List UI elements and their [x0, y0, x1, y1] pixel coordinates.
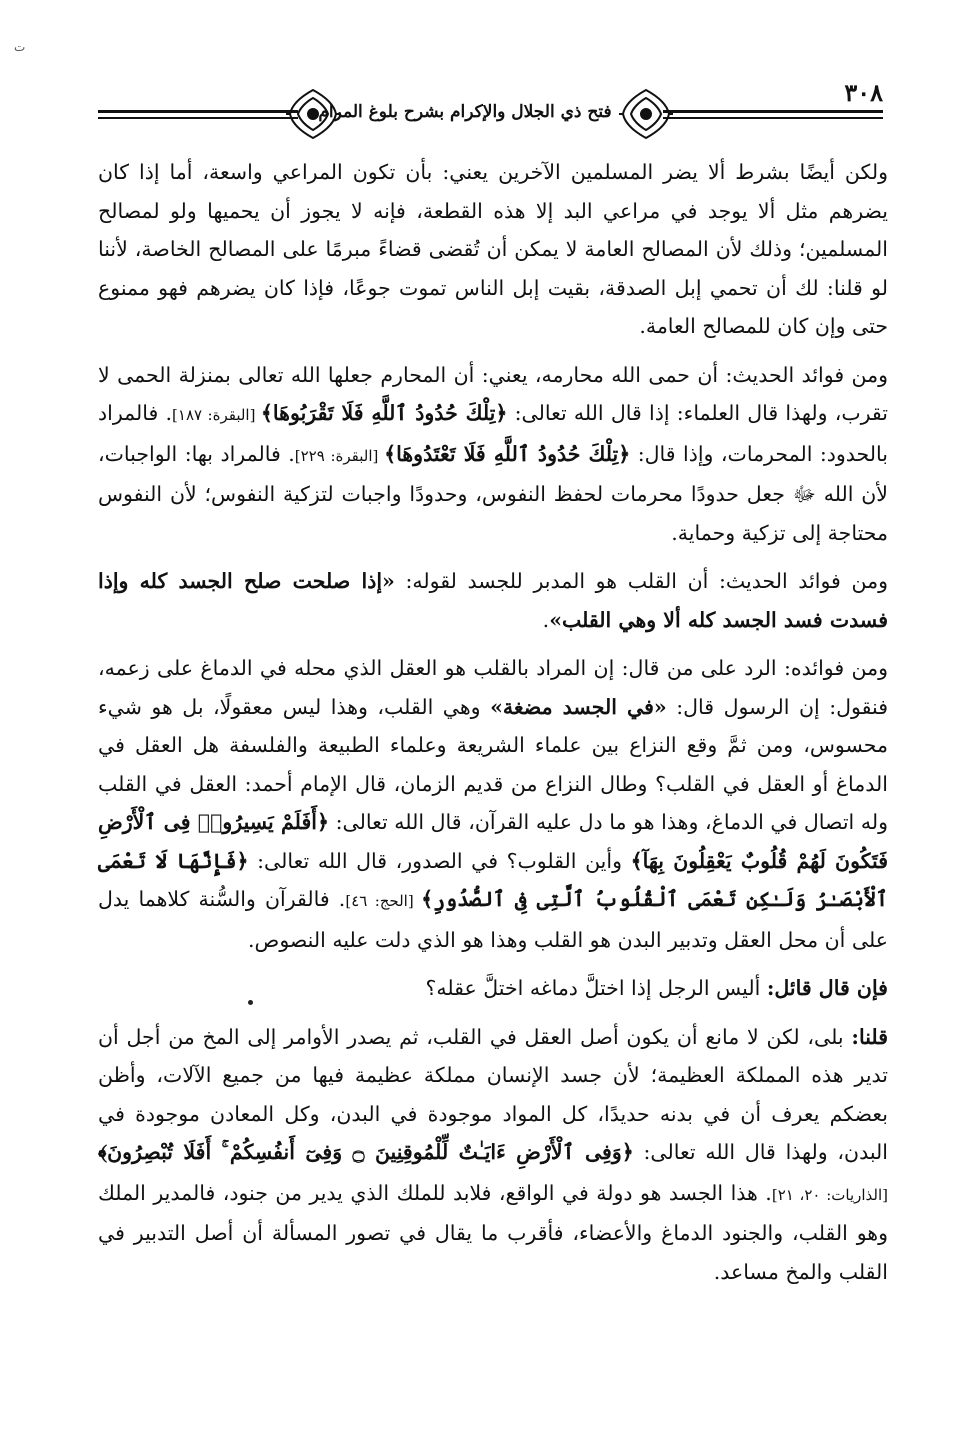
paragraph-text: ولكن أيضًا بشرط ألا يضر المسلمين الآخرين يعني: بأن تكون المراعي واسعة، أما إذا كان يضرهم مثل ألا يوجد في مراعي البد إلا هذه القطعة، فإنه لا يجوز أن يحميها ولو لمصالح المسلمين؛ وذلك لأن المصالح العامة لا يمكن أن تُقضى قضاءً مبرمًا على المصالح الخاصة، لأننا لو قلنا: لك أن تحمي إبل الصدقة، بقيت إبل الناس تموت جوعًا، فإذا كان يضرهم فهو ممنوع حتى وإن كان للمصالح العامة. — [98, 160, 888, 338]
print-speck — [248, 1000, 253, 1005]
paragraph — [98, 153, 888, 346]
quran-verse: ﴿أَفَلَمْ يَسِيرُوا۟ فِى ٱلْأَرْضِ فَتَكُونَ لَهُمْ قُلُوبٌ يَعْقِلُونَ بِهَآ﴾ — [98, 810, 889, 873]
paragraph-text: . فالقرآن والسُّنة كلاهما يدل على أن محل العقل وتدبير البدن هو القلب وهذا هو الذي دلت عليه النصوص. — [98, 887, 888, 952]
paragraph — [98, 969, 888, 1008]
body-text — [98, 153, 888, 1291]
paragraph-text: وأين القلوب؟ في الصدور، قال الله تعالى: — [248, 848, 631, 873]
page-header — [98, 76, 883, 146]
page-number: ٣٠٨ — [844, 78, 883, 107]
right-ornament-icon — [619, 86, 673, 142]
verse-reference: [الذاريات: ٢٠، ٢١] — [771, 1185, 889, 1204]
highlighted-text: قلنا: — [851, 1024, 888, 1049]
paragraph — [98, 1018, 888, 1292]
paragraph-text: . فالمراد بالحدود: المحرمات، وإذا قال: — [98, 401, 888, 466]
paragraph-text: ومن فوائد الحديث: أن حمى الله محارمه، يعني: أن المحارم جعلها الله تعالى بمنزلة الحمى لا تقرب، ولهذا قال العلماء: إذا قال الله تعالى: — [98, 362, 889, 425]
header-rule-left-thin — [98, 117, 298, 119]
paragraph-text: . فالمراد بها: الواجبات، لأن الله ﷻ جعل حدودًا محرمات لحفظ النفوس، وحدودًا واجبات لتزكية النفوس؛ لأن النفوس محتاجة إلى تزكية وحماية. — [98, 441, 888, 545]
header-rule-left — [98, 110, 298, 113]
book-title: فتح ذي الجلال والإكرام بشرح بلوغ المرام — [318, 102, 612, 122]
highlighted-text: «في الجسد مضغة» — [490, 694, 667, 719]
paragraph — [98, 562, 888, 639]
verse-reference: [البقرة: ٢٢٩] — [294, 446, 385, 465]
paragraph-text: . — [542, 607, 550, 632]
paragraph-text: ومن فوائد الحديث: أن القلب هو المدبر للجسد لقوله: — [394, 569, 888, 593]
corner-mark: ت — [14, 40, 26, 54]
quran-verse: ﴿فَإِنَّهَا لَا تَعْمَى ٱلْأَبْصَـٰرُ وَلَـٰكِن تَعْمَى ٱلْقُلُوبُ ٱلَّتِى فِى ٱلصُّدُورِ﴾ — [98, 848, 888, 911]
highlighted-text: فإن قال قائل: — [766, 976, 888, 1000]
header-rule-right-thin — [663, 117, 883, 119]
verse-reference: [الحج: ٤٦] — [345, 892, 422, 910]
paragraph-text: بلى، لكن لا مانع أن يكون أصل العقل في القلب، ثم يصدر الأوامر إلى المخ من أجل أن تدير هذه المملكة العظيمة؛ لأن جسد الإنسان مملكة عظيمة فيها من جميع الآلات، وأظن بعضكم يعرف أن في بدنه حديدًا، كل المواد موجودة في البدن، وكل المعادن موجودة في البدن، ولهذا قال الله تعالى: — [98, 1024, 888, 1164]
paragraph — [98, 356, 888, 553]
verse-reference: [البقرة: ١٨٧] — [172, 406, 261, 424]
quran-verse: ﴿تِلْكَ حُدُودُ ٱللَّهِ فَلَا تَقْرَبُوهَا﴾ — [260, 401, 508, 425]
paragraph-text: وهي القلب، وهذا ليس معقولًا، بل هو شيء محسوس، ومن ثمَّ وقع النزاع بين علماء الشريعة وعلماء الطبيعة والفلسفة هل العقل في الدماغ أو العقل في القلب؟ وطال النزاع من قديم الزمان، قال الإمام أحمد: العقل في القلب وله اتصال في الدماغ، وهذا هو ما دل عليه القرآن، قال الله تعالى: — [98, 694, 888, 834]
paragraph-text: . هذا الجسد هو دولة في الواقع، فلابد للملك الذي يدير من جنود، فالمدير الملك وهو القلب، والجنود الدماغ والأعضاء، فأقرب ما يقال في تصور المسألة أن أصل التدبير في القلب والمخ مساعد. — [98, 1180, 888, 1284]
quran-verse: ﴿وَفِى ٱلْأَرْضِ ءَايَـٰتٌ لِّلْمُوقِنِينَ ۝ وَفِىٓ أَنفُسِكُمْ ۚ أَفَلَا تُبْصِرُونَ﴾ — [98, 1140, 634, 1164]
header-rule-right — [663, 110, 883, 113]
paragraph — [98, 649, 888, 959]
highlighted-text: «إذا صلحت صلح الجسد كله وإذا فسدت فسد الجسد كله ألا وهي القلب» — [98, 569, 888, 632]
paragraph-text: ومن فوائده: الرد على من قال: إن المراد بالقلب هو العقل الذي محله في الدماغ على زعمه، فنقول: إن الرسول قال: — [98, 656, 888, 719]
quran-verse: ﴿تِلْكَ حُدُودُ ٱللَّهِ فَلَا تَعْتَدُوهَا﴾ — [384, 441, 631, 466]
paragraph-text: أليس الرجل إذا اختلَّ دماغه اختلَّ عقله؟ — [425, 976, 767, 1000]
